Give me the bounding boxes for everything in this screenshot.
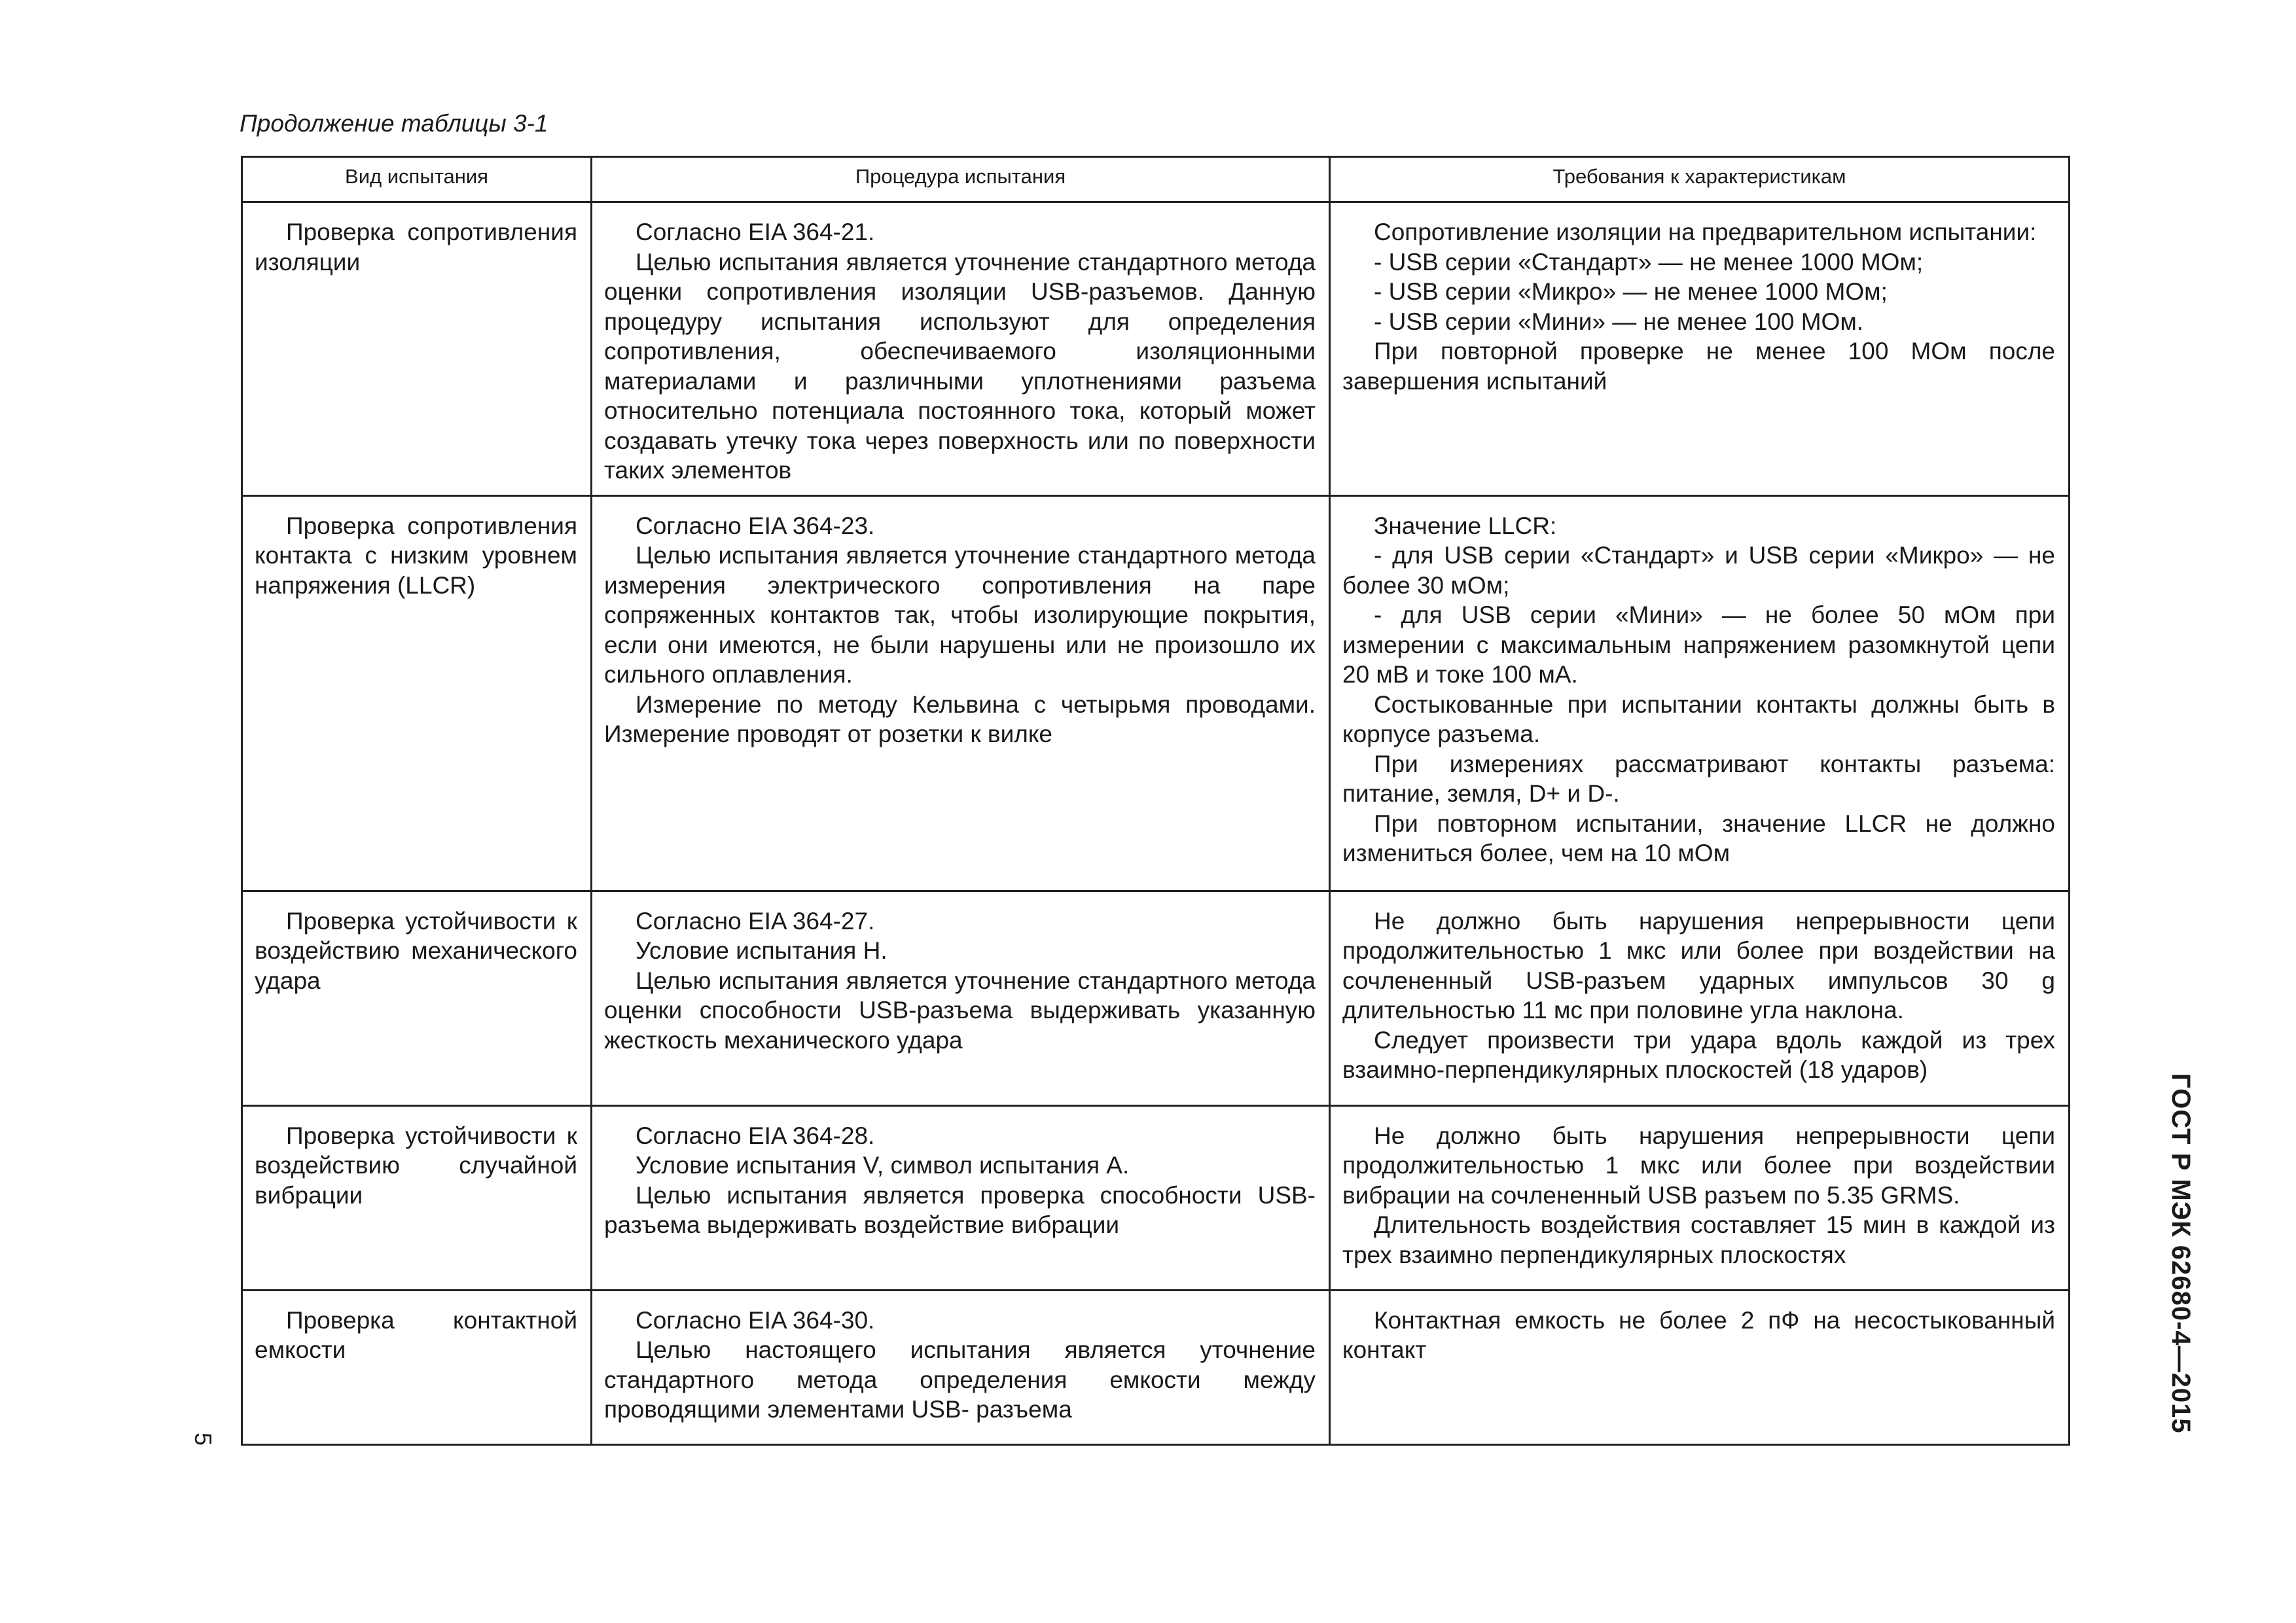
procedure-cell [592,1105,1330,1290]
requirements-cell [1330,891,2070,1105]
procedure-cell [592,1290,1330,1444]
table-caption: Продолжение таблицы 3-1 [240,110,548,137]
procedure-text: Целью испытания является уточнение стандартного метода оценки способности USB-разъема выдерживать указанную жесткость механического удара [604,967,1316,1054]
procedure-text: Целью настоящего испытания является уточнение стандартного метода определения емкости между проводящими элементами USB- разъема [604,1336,1316,1423]
test-table [241,156,2070,1446]
test-type-text: Проверка контактной емкости [255,1306,577,1363]
requirements-text: Не должно быть нарушения непрерывности цепи продолжительностью 1 мкс или более при воздействии на сочлененный USB-разъем ударных импульсов 30 g длительностью 11 мс при половине угла наклона. [1342,907,2055,1024]
requirements-text: Контактная емкость не более 2 пФ на несостыкованный контакт [1342,1306,2055,1363]
table-row [242,1105,2070,1290]
test-type-cell [242,891,592,1105]
test-type-cell [242,495,592,891]
requirements-text: При повторном испытании, значение LLCR не должно измениться более, чем на 10 мОм [1342,810,2055,866]
document-designation-text: ГОСТ Р МЭК 62680-4—2015 [2166,1073,2195,1434]
requirements-text: Значение LLCR: [1374,512,1557,539]
requirements-cell [1330,202,2070,496]
requirements-text: - USB серии «Стандарт» — не менее 1000 МОм; [1374,248,1924,276]
requirements-text: - USB серии «Микро» — не менее 1000 МОм; [1374,278,1888,305]
procedure-text: Целью испытания является уточнение стандартного метода оценки сопротивления изоляции USB-разъемов. Данную процедуру испытания используют для определения сопротивления, обеспечиваемого изоляционными материалами и различными уплотнениями разъема относительно потенциала постоянного тока, который может создавать утечку тока через поверхность или по поверхности таких элементов [604,248,1316,484]
procedure-cell [592,891,1330,1105]
requirements-text: Следует произвести три удара вдоль каждой из трех взаимно-перпендикулярных плоскостей (18 ударов) [1342,1026,2055,1083]
procedure-text: Условие испытания H. [636,937,888,964]
procedure-text: Согласно EIA 364-28. [636,1122,875,1149]
requirements-text: - для USB серии «Мини» — не более 50 мОм при измерении с максимальным напряжением разомкнутой цепи 20 мВ и токе 100 мА. [1342,601,2055,688]
requirements-text: - USB серии «Мини» — не менее 100 МОм. [1374,308,1864,335]
test-type-cell [242,1105,592,1290]
table-row [242,202,2070,496]
requirements-text: Не должно быть нарушения непрерывности цепи продолжительностью 1 мкс или более при воздействии вибрации на сочлененный USB разъем по 5.35 GRMS. [1342,1122,2055,1209]
procedure-text: Согласно EIA 364-27. [636,907,875,935]
test-type-text: Проверка сопротивления изоляции [255,219,577,276]
requirements-text: При измерениях рассматривают контакты разъема: питание, земля, D+ и D-. [1342,750,2055,807]
procedure-text: Условие испытания V, символ испытания A. [636,1152,1130,1179]
requirements-text: - для USB серии «Стандарт» и USB серии «Микро» — не более 30 мОм; [1342,542,2055,599]
requirements-text: Сопротивление изоляции на предварительном испытании: [1374,219,2037,245]
procedure-cell [592,202,1330,496]
table-row [242,891,2070,1105]
table-row [242,1290,2070,1444]
requirements-cell [1330,495,2070,891]
requirements-cell [1330,1105,2070,1290]
header-requirements: Требования к характеристикам [1330,157,2070,196]
procedure-cell [592,495,1330,891]
requirements-text: Длительность воздействия составляет 15 мин в каждой из трех взаимно перпендикулярных плоскостях [1342,1211,2055,1268]
procedure-text: Измерение по методу Кельвина с четырьмя проводами. Измерение проводят от розетки к вилке [604,690,1316,747]
header-gap-cell [242,196,592,202]
procedure-text: Согласно EIA 364-30. [636,1306,875,1334]
procedure-text: Целью испытания является проверка способности USB-разъема выдерживать воздействие вибрации [604,1181,1316,1238]
test-type-text: Проверка устойчивости к воздействию случайной вибрации [255,1122,577,1209]
table-row [242,495,2070,891]
header-test-type: Вид испытания [242,157,592,196]
header-procedure: Процедура испытания [592,157,1330,196]
test-type-text: Проверка устойчивости к воздействию механического удара [255,907,577,994]
test-type-cell [242,202,592,496]
procedure-text: Согласно EIA 364-23. [636,512,875,539]
test-type-cell [242,1290,592,1444]
table-header-row [242,157,2070,196]
test-type-text: Проверка сопротивления контакта с низким уровнем напряжения (LLCR) [255,512,577,599]
procedure-text: Целью испытания является уточнение стандартного метода измерения электрического сопротивления на паре сопряженных контактов так, чтобы изолирующие покрытия, если они имеются, не были нарушены или не произошло их сильного оплавления. [604,542,1316,688]
header-gap-cell [592,196,1330,202]
header-gap-cell [1330,196,2070,202]
page-number: 5 [190,1432,217,1446]
procedure-text: Согласно EIA 364-21. [636,219,875,245]
header-double-rule [242,196,2070,202]
requirements-text: При повторной проверке не менее 100 МОм после завершения испытаний [1342,338,2055,395]
requirements-text: Состыкованные при испытании контакты должны быть в корпусе разъема. [1342,690,2055,747]
requirements-cell [1330,1290,2070,1444]
